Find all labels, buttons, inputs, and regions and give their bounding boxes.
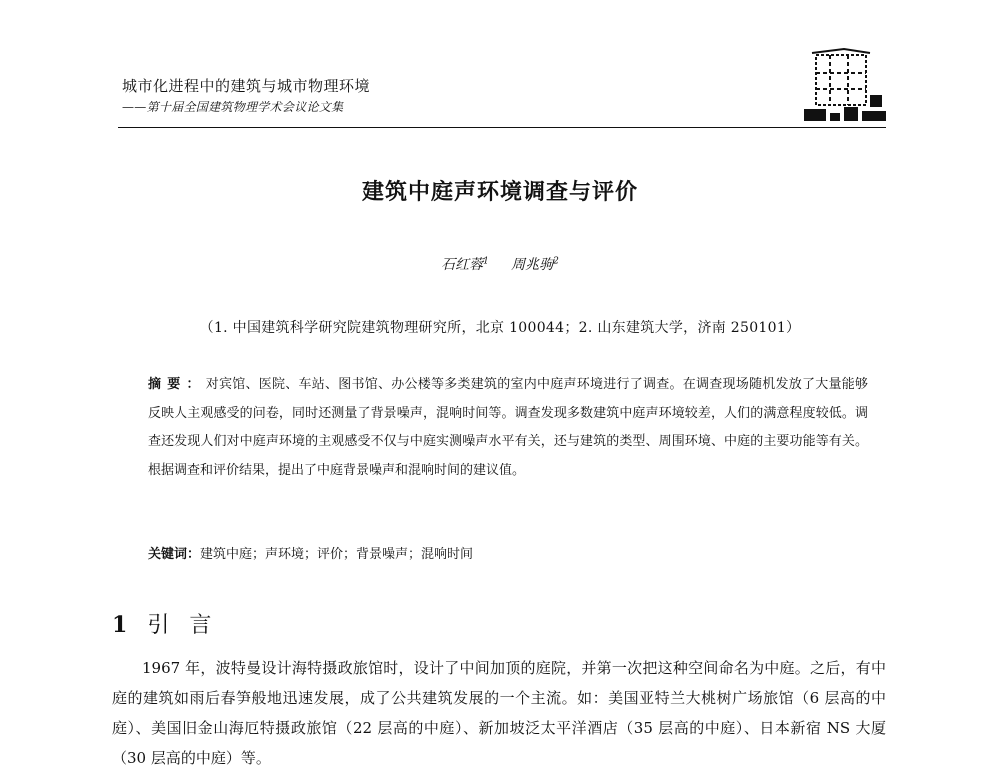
header-rule bbox=[118, 127, 886, 128]
abstract-text: 对宾馆、医院、车站、图书馆、办公楼等多类建筑的室内中庭声环境进行了调查。在调查现场随机发放了大量能够反映人主观感受的问卷，同时还测量了背景噪声，混响时间等。调查发现多数建筑中庭声环境较差，人们的满意程度较低。调查还发现人们对中庭声环境的主观感受不仅与中庭实测噪声水平有关，还与建筑的类型、周围环境、中庭的主要功能等有关。根据调查和评价结果，提出了中庭背景噪声和混响时间的建议值。 bbox=[148, 377, 868, 478]
author-name: 周兆驹 bbox=[511, 257, 554, 273]
abstract-label: 摘要： bbox=[148, 377, 206, 392]
conference-logo-icon bbox=[800, 45, 888, 125]
affiliation: （1. 中国建筑科学研究院建筑物理研究所，北京 100044；2. 山东建筑大学，济南 250101） bbox=[199, 320, 801, 336]
running-header-title: 城市化进程中的建筑与城市物理环境 bbox=[122, 77, 371, 95]
author-list bbox=[0, 254, 1000, 274]
section-heading bbox=[112, 608, 231, 639]
keywords-text: 建筑中庭；声环境；评价；背景噪声；混响时间 bbox=[200, 547, 474, 562]
author-affiliation-mark: 1 bbox=[483, 256, 489, 267]
author-affiliation-mark: 2 bbox=[553, 256, 559, 267]
body-paragraph: 1967 年，波特曼设计海特摄政旅馆时，设计了中间加顶的庭院，并第一次把这种空间命名为中庭。之后，有中庭的建筑如雨后春笋般地迅速发展，成了公共建筑发展的一个主流。如：美国亚特兰大桃树广场旅馆（6 层高的中庭）、美国旧金山海厄特摄政旅馆（22 层高的中庭）、新加坡泛太平洋酒店（35 层高的中庭）、日本新宿 NS 大厦（30 层高的中庭）等。 bbox=[112, 659, 886, 767]
keywords-label: 关键词： bbox=[148, 547, 201, 562]
running-header-subtitle: ——第十届全国建筑物理学术会议论文集 bbox=[122, 100, 344, 114]
abstract bbox=[148, 371, 868, 485]
paper-title: 建筑中庭声环境调查与评价 bbox=[361, 180, 638, 205]
section-title: 引言 bbox=[147, 613, 232, 638]
keywords bbox=[148, 543, 473, 562]
section-number: 1 bbox=[112, 612, 128, 638]
author-name: 石红蓉 bbox=[441, 257, 484, 273]
